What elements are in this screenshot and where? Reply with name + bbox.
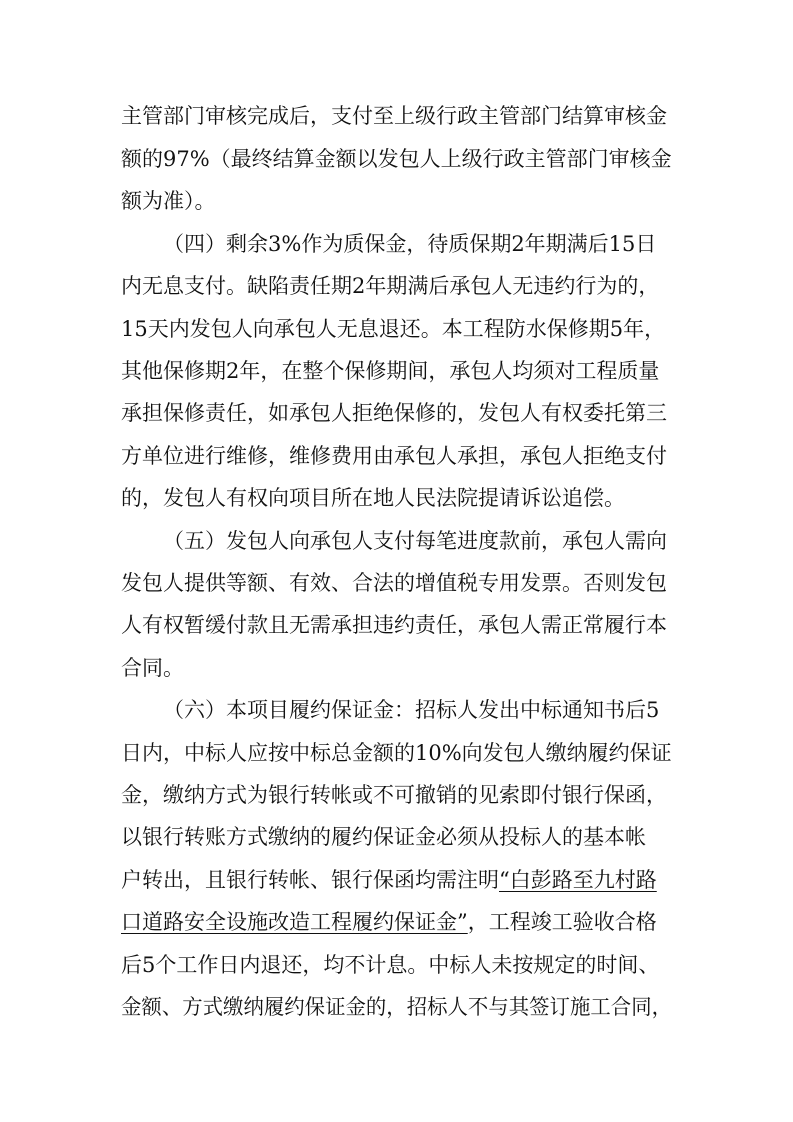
text-line: 主管部门审核完成后，支付至上级行政主管部门结算审核金 — [121, 104, 667, 128]
text-line: 其他保修期2年，在整个保修期间，承包人均须对工程质量 — [121, 359, 660, 383]
text-line: 额的97%（最终结算金额以发包人上级行政主管部门审核金 — [121, 147, 672, 171]
text-line: 承担保修责任，如承包人拒绝保修的，发包人有权委托第三 — [121, 401, 667, 425]
text-line: （五）发包人向承包人支付每笔进度款前，承包人需向 — [163, 529, 667, 553]
text-line: （六）本项目履约保证金：招标人发出中标通知书后5 — [163, 698, 660, 722]
underlined-project-name: 口道路安全设施改造工程履约保证金” — [121, 910, 468, 934]
text-line: 的，发包人有权向项目所在地人民法院提请诉讼追偿。 — [121, 486, 625, 510]
text-line: （四）剩余3%作为质保金，待质保期2年期满后15日 — [163, 232, 657, 256]
text-line: 合同。 — [121, 656, 184, 680]
text-line: 以银行转账方式缴纳的履约保证金必须从投标人的基本帐 — [121, 825, 646, 849]
text-line: 金额、方式缴纳履约保证金的，招标人不与其签订施工合同， — [121, 995, 673, 1019]
text-segment: ，工程竣工验收合格 — [467, 910, 657, 934]
text-line: 发包人提供等额、有效、合法的增值税专用发票。否则发包 — [121, 571, 667, 595]
underlined-project-name: “白彭路至九村路 — [499, 868, 657, 892]
text-line: 后5个工作日内退还，均不计息。中标人未按规定的时间、 — [121, 953, 660, 977]
text-segment: 户转出，且银行转帐、银行保函均需注明 — [121, 868, 499, 892]
text-line — [121, 907, 657, 937]
text-line: 额为准）。 — [121, 189, 216, 213]
text-line: 金，缴纳方式为银行转帐或不可撤销的见索即付银行保函， — [121, 783, 667, 807]
text-line — [121, 865, 657, 895]
text-line: 日内，中标人应按中标总金额的10%向发包人缴纳履约保证 — [121, 741, 672, 765]
text-line: 内无息支付。缺陷责任期2年期满后承包人无违约行为的， — [121, 274, 660, 298]
text-line: 人有权暂缓付款且无需承担违约责任，承包人需正常履行本 — [121, 613, 667, 637]
text-line: 15天内发包人向承包人无息退还。本工程防水保修期5年， — [121, 317, 666, 341]
text-line: 方单位进行维修，维修费用由承包人承担，承包人拒绝支付 — [121, 444, 667, 468]
